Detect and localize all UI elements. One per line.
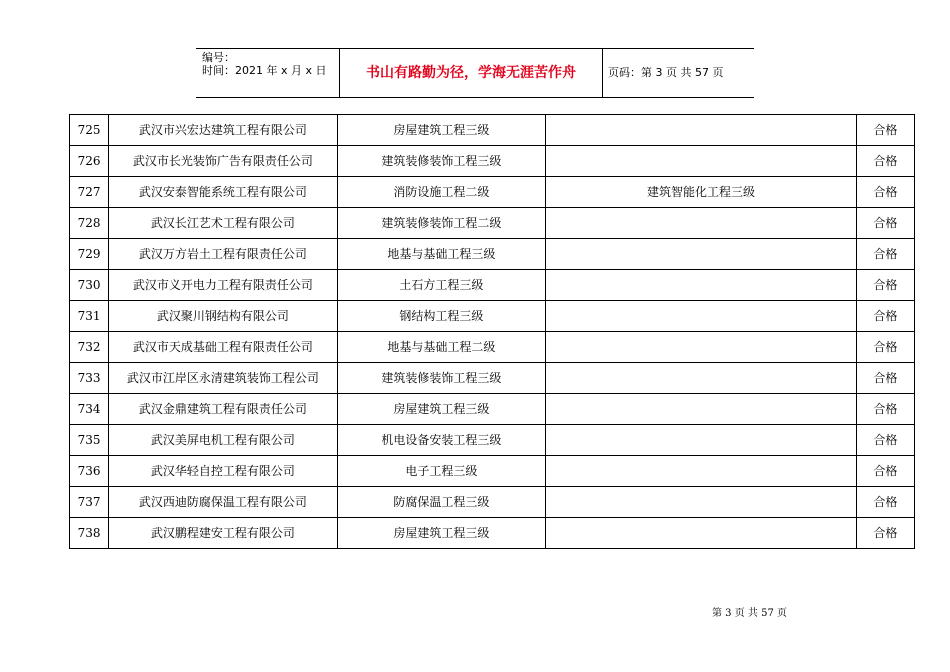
result-status-cell: 合格 — [856, 425, 914, 456]
result-status-cell: 合格 — [856, 456, 914, 487]
qualification-primary-cell: 土石方工程三级 — [337, 270, 545, 301]
company-name-cell: 武汉市天成基础工程有限责任公司 — [109, 332, 338, 363]
row-number-cell: 728 — [70, 208, 109, 239]
company-name-cell: 武汉美屏电机工程有限公司 — [109, 425, 338, 456]
result-status-cell: 合格 — [856, 363, 914, 394]
result-status-cell: 合格 — [856, 518, 914, 549]
footer-page-number: 第 3 页 共 57 页 — [712, 608, 787, 619]
page-header — [196, 48, 754, 98]
qualification-primary-cell: 防腐保温工程三级 — [337, 487, 545, 518]
qualification-primary-cell: 建筑装修装饰工程三级 — [337, 363, 545, 394]
table-row — [70, 456, 915, 487]
company-name-cell: 武汉长江艺术工程有限公司 — [109, 208, 338, 239]
row-number-cell: 734 — [70, 394, 109, 425]
header-divider — [602, 49, 603, 97]
qualification-secondary-cell — [546, 239, 857, 270]
table-row — [70, 208, 915, 239]
result-status-cell: 合格 — [856, 270, 914, 301]
table-row — [70, 270, 915, 301]
result-status-cell: 合格 — [856, 301, 914, 332]
row-number-cell: 727 — [70, 177, 109, 208]
result-status-cell: 合格 — [856, 115, 914, 146]
qualification-secondary-cell — [546, 456, 857, 487]
row-number-cell: 732 — [70, 332, 109, 363]
table-row — [70, 115, 915, 146]
qualification-secondary-cell — [546, 487, 857, 518]
qualification-secondary-cell — [546, 208, 857, 239]
qualification-secondary-cell — [546, 518, 857, 549]
result-status-cell: 合格 — [856, 332, 914, 363]
company-name-cell: 武汉聚川钢结构有限公司 — [109, 301, 338, 332]
result-status-cell: 合格 — [856, 394, 914, 425]
company-name-cell: 武汉万方岩土工程有限责任公司 — [109, 239, 338, 270]
qualification-secondary-cell — [546, 146, 857, 177]
row-number-cell: 737 — [70, 487, 109, 518]
qualification-secondary-cell — [546, 332, 857, 363]
result-status-cell: 合格 — [856, 177, 914, 208]
qualification-primary-cell: 钢结构工程三级 — [337, 301, 545, 332]
qualification-primary-cell: 建筑装修装饰工程二级 — [337, 208, 545, 239]
header-motto: 书山有路勤为径，学海无涯苦作舟 — [366, 65, 576, 81]
qualification-primary-cell: 地基与基础工程三级 — [337, 239, 545, 270]
row-number-cell: 729 — [70, 239, 109, 270]
table-row — [70, 425, 915, 456]
header-meta — [202, 51, 327, 77]
qualification-primary-cell: 地基与基础工程二级 — [337, 332, 545, 363]
qualification-secondary-cell — [546, 301, 857, 332]
company-name-cell: 武汉安泰智能系统工程有限公司 — [109, 177, 338, 208]
result-status-cell: 合格 — [856, 208, 914, 239]
row-number-cell: 735 — [70, 425, 109, 456]
qualification-primary-cell: 机电设备安装工程三级 — [337, 425, 545, 456]
row-number-cell: 730 — [70, 270, 109, 301]
company-name-cell: 武汉金鼎建筑工程有限责任公司 — [109, 394, 338, 425]
qualification-primary-cell: 电子工程三级 — [337, 456, 545, 487]
row-number-cell: 738 — [70, 518, 109, 549]
table-row — [70, 177, 915, 208]
company-name-cell: 武汉市长光装饰广告有限责任公司 — [109, 146, 338, 177]
number-label: 编号： — [202, 51, 235, 64]
row-number-cell: 726 — [70, 146, 109, 177]
qualification-secondary-cell: 建筑智能化工程三级 — [546, 177, 857, 208]
table-body — [70, 115, 915, 549]
qualification-secondary-cell — [546, 394, 857, 425]
qualification-secondary-cell — [546, 363, 857, 394]
qualification-primary-cell: 房屋建筑工程三级 — [337, 394, 545, 425]
qualification-table — [69, 114, 915, 549]
company-name-cell: 武汉市兴宏达建筑工程有限公司 — [109, 115, 338, 146]
table-row — [70, 518, 915, 549]
table-row — [70, 239, 915, 270]
qualification-secondary-cell — [546, 270, 857, 301]
table-row — [70, 487, 915, 518]
table-row — [70, 332, 915, 363]
row-number-cell: 725 — [70, 115, 109, 146]
row-number-cell: 736 — [70, 456, 109, 487]
qualification-secondary-cell — [546, 115, 857, 146]
result-status-cell: 合格 — [856, 487, 914, 518]
qualification-primary-cell: 建筑装修装饰工程三级 — [337, 146, 545, 177]
row-number-cell: 733 — [70, 363, 109, 394]
company-name-cell: 武汉市江岸区永清建筑装饰工程公司 — [109, 363, 338, 394]
row-number-cell: 731 — [70, 301, 109, 332]
company-name-cell: 武汉华轻自控工程有限公司 — [109, 456, 338, 487]
table-row — [70, 301, 915, 332]
header-page-info: 页码：第 3 页 共 57 页 — [608, 66, 724, 79]
qualification-primary-cell: 消防设施工程二级 — [337, 177, 545, 208]
table-row — [70, 363, 915, 394]
company-name-cell: 武汉鹏程建安工程有限公司 — [109, 518, 338, 549]
table-row — [70, 146, 915, 177]
qualification-primary-cell: 房屋建筑工程三级 — [337, 518, 545, 549]
result-status-cell: 合格 — [856, 146, 914, 177]
company-name-cell: 武汉市义开电力工程有限责任公司 — [109, 270, 338, 301]
time-label: 时间：2021 年 x 月 x 日 — [202, 64, 327, 77]
qualification-primary-cell: 房屋建筑工程三级 — [337, 115, 545, 146]
table-row — [70, 394, 915, 425]
qualification-secondary-cell — [546, 425, 857, 456]
result-status-cell: 合格 — [856, 239, 914, 270]
company-name-cell: 武汉西迪防腐保温工程有限公司 — [109, 487, 338, 518]
